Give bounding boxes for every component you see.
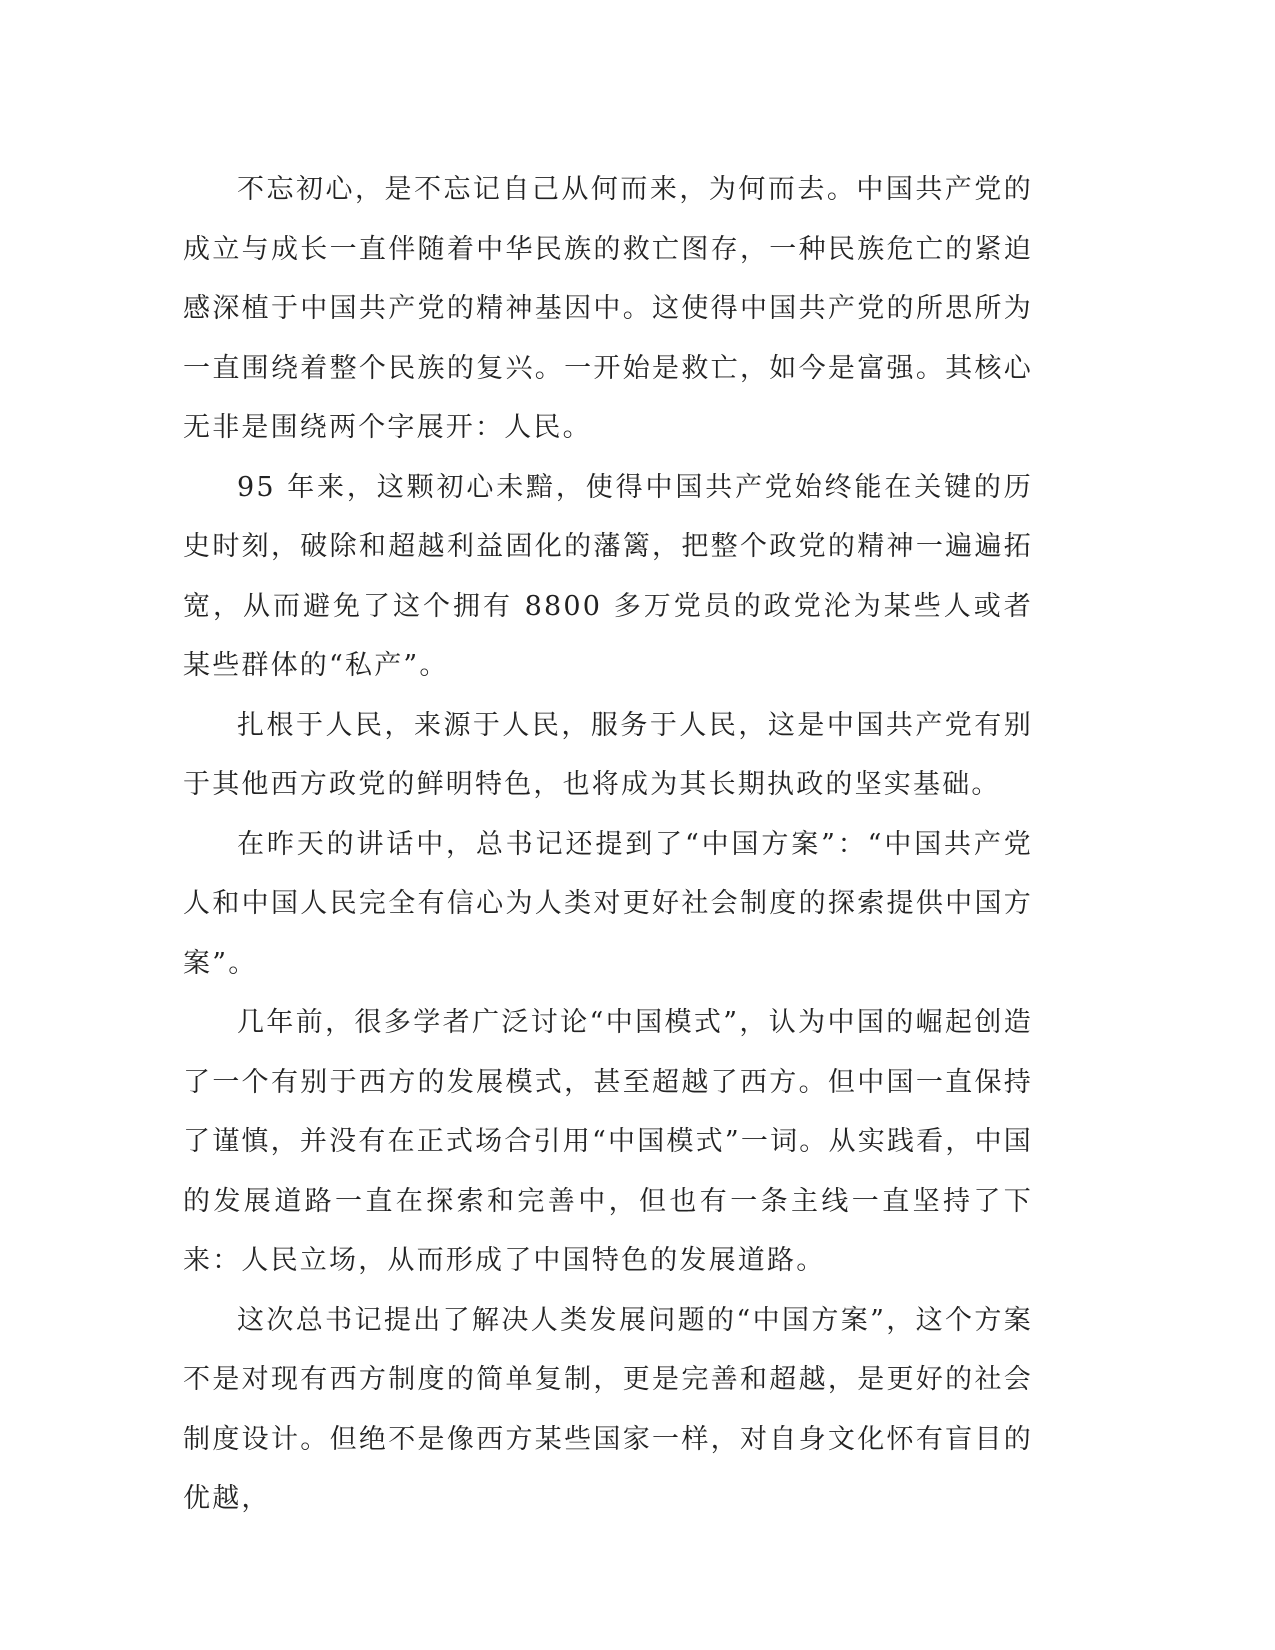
paragraph-6: 这次总书记提出了解决人类发展问题的“中国方案”，这个方案不是对现有西方制度的简单复制，更是完善和超越，是更好的社会制度设计。但绝不是像西方某些国家一样，对自身文化怀有盲目的优越，: [183, 1304, 1033, 1514]
body-text: [183, 160, 1033, 1529]
paragraph-2: 95 年来，这颗初心未黯，使得中国共产党始终能在关键的历史时刻，破除和超越利益固化的藩篱，把整个政党的精神一遍遍拓宽，从而避免了这个拥有 8800 多万党员的政党沦为某些人或者某些群体的“私产”。: [183, 471, 1033, 681]
paragraph-5: 几年前，很多学者广泛讨论“中国模式”，认为中国的崛起创造了一个有别于西方的发展模式，甚至超越了西方。但中国一直保持了谨慎，并没有在正式场合引用“中国模式”一词。从实践看，中国的发展道路一直在探索和完善中，但也有一条主线一直坚持了下来：人民立场，从而形成了中国特色的发展道路。: [183, 1007, 1033, 1276]
paragraph-1: 不忘初心，是不忘记自己从何而来，为何而去。中国共产党的成立与成长一直伴随着中华民族的救亡图存，一种民族危亡的紧迫感深植于中国共产党的精神基因中。这使得中国共产党的所思所为一直围绕着整个民族的复兴。一开始是救亡，如今是富强。其核心无非是围绕两个字展开：人民。: [183, 174, 1033, 443]
paragraph-4: 在昨天的讲话中，总书记还提到了“中国方案”：“中国共产党人和中国人民完全有信心为人类对更好社会制度的探索提供中国方案”。: [183, 828, 1033, 979]
paragraph-3: 扎根于人民，来源于人民，服务于人民，这是中国共产党有别于其他西方政党的鲜明特色，也将成为其长期执政的坚实基础。: [183, 709, 1033, 800]
